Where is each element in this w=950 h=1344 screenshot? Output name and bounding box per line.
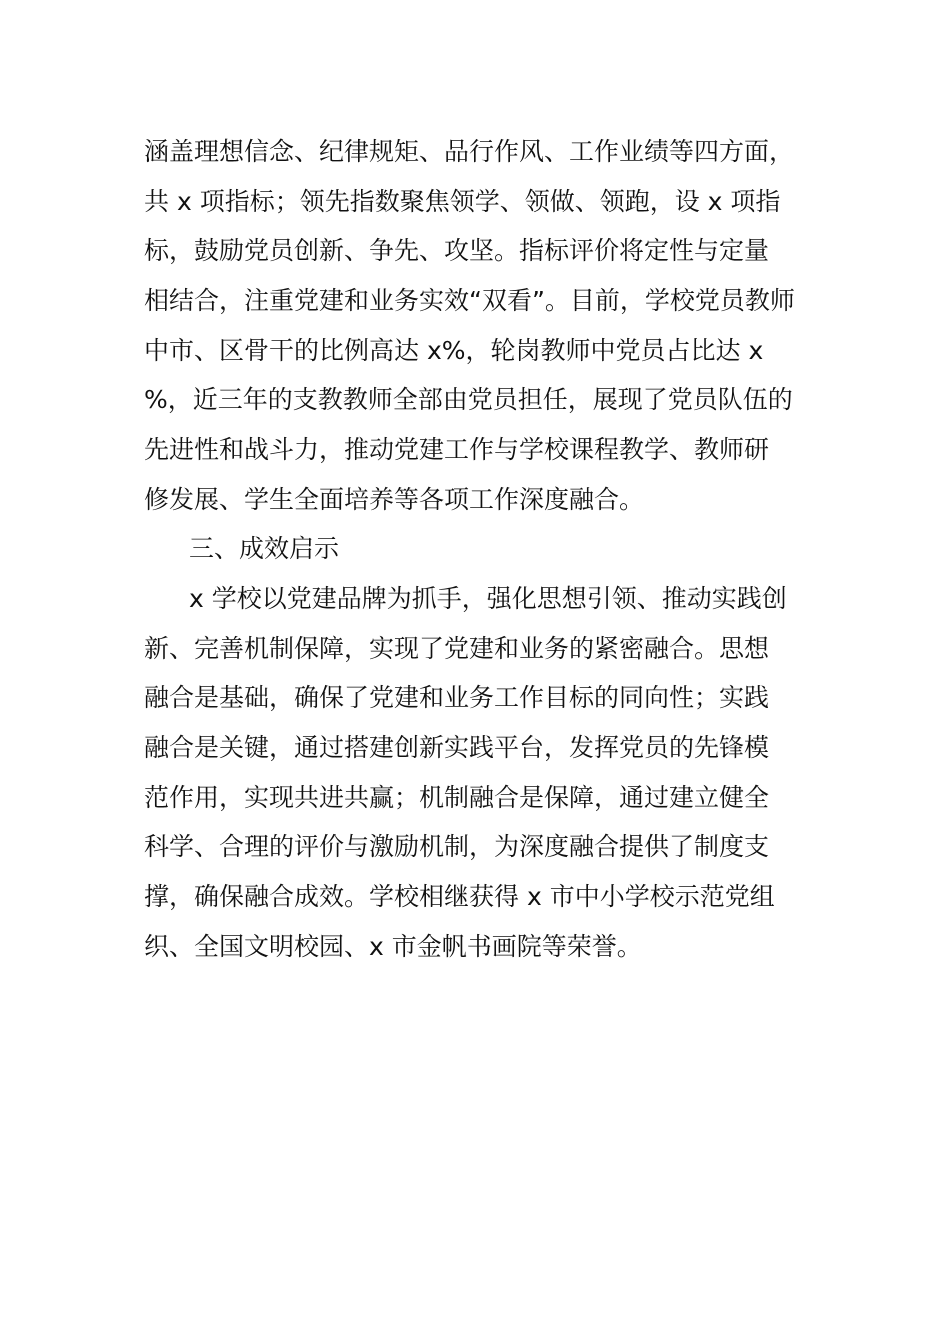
paragraph-line: x 学校以党建品牌为抓手，强化思想引领、推动实践创 [189,584,787,613]
paragraph-line: 织、全国文明校园、x 市金帆书画院等荣誉。 [144,932,642,961]
paragraph-line: 标，鼓励党员创新、争先、攻坚。指标评价将定性与定量 [144,236,770,265]
paragraph-line: 范作用，实现共进共赢；机制融合是保障，通过建立健全 [144,783,770,812]
paragraph-line: 撑，确保融合成效。学校相继获得 x 市中小学校示范党组 [144,882,775,911]
paragraph-line: 中市、区骨干的比例高达 x%，轮岗教师中党员占比达 x [144,336,764,365]
section-heading: 三、成效启示 [189,534,340,563]
paragraph-line: 融合是关键，通过搭建创新实践平台，发挥党员的先锋模 [144,733,770,762]
paragraph-line: 修发展、学生全面培养等各项工作深度融合。 [144,485,645,514]
paragraph-line: 先进性和战斗力，推动党建工作与学校课程教学、教师研 [144,435,770,464]
paragraph-line: 融合是基础，确保了党建和业务工作目标的同向性；实践 [144,683,770,712]
paragraph-line: 新、完善机制保障，实现了党建和业务的紧密融合。思想 [144,634,770,663]
paragraph-line: 共 x 项指标；领先指数聚焦领学、领做、领跑，设 x 项指 [144,187,781,216]
paragraph-line: %，近三年的支教教师全部由党员担任，展现了党员队伍的 [144,385,793,414]
paragraph-line: 相结合，注重党建和业务实效“双看”。目前，学校党员教师 [144,286,795,315]
paragraph-line: 科学、合理的评价与激励机制，为深度融合提供了制度支 [144,832,770,861]
paragraph-line: 涵盖理想信念、纪律规矩、品行作风、工作业绩等四方面， [144,137,795,166]
